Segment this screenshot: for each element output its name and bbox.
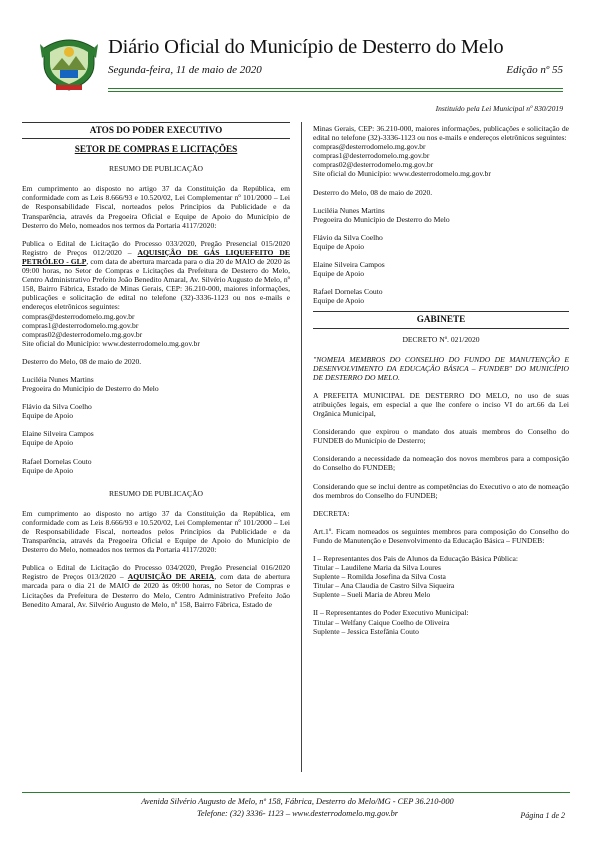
- resumo-para: Em cumprimento ao disposto no artigo 37 da Constituição da República, em conformidade com as Leis 8.666/93 e 10.520/02, Lei Complementar nº 101/2000 – Lei de Responsabilidade Fiscal, norteados pelos Princípios da Publicidade e da Transparência, através da Pregoeira Oficial e Equipe de Apoio do Município de Desterro do Melo, nomeados nos termos da Portaria 4117/2020:: [22, 184, 290, 230]
- member-group: I – Representantes dos Pais de Alunos da Educação Básica Pública: Titular – Laudilene Maria da Silva Loures Suplente – Romilda Josefina da Silva Costa Titular – Ana Claudia de Castro Silva Siqueira Suplente – Sueli Maria de Abreu Melo: [313, 554, 518, 600]
- member-group: II – Representantes do Poder Executivo Municipal: Titular – Welfany Caique Coelho de Oliveira Suplente – Jessica Estefânia Couto: [313, 608, 469, 636]
- instituido-note: Instituído pela Lei Municipal nº 830/2019: [435, 104, 563, 113]
- place-date: Desterro do Melo, 08 de maio de 2020.: [22, 356, 142, 366]
- considerando: Considerando a necessidade da nomeação dos novos membros para a composição do Conselho do FUNDEB;: [313, 454, 569, 473]
- header: [38, 30, 563, 90]
- right-column: [313, 124, 569, 645]
- decreto-preambulo: A PREFEITA MUNICIPAL DE DESTERRO DO MELO, no uso de suas atribuições legais, em especial a que lhe confere o inciso VI do art.66 da Lei Orgânica Municipal,: [313, 390, 569, 419]
- header-subline: [108, 64, 563, 82]
- site-link[interactable]: Site oficial do Município: www.desterrodomelo.mg.gov.br: [22, 338, 200, 348]
- column-divider: [301, 122, 302, 772]
- signature-block: Flávio da Silva Coelho Equipe de Apoio: [313, 232, 383, 251]
- email-link[interactable]: compras1@desterrodomelo.mg.gov.br: [22, 320, 139, 330]
- footer-address: Avenida Silvério Augusto de Melo, nº 158, Fábrica, Desterro do Melo/MG - CEP 36.210-000: [141, 797, 454, 806]
- edition-number: Edição nº 55: [506, 64, 563, 76]
- place-date: Desterro do Melo, 08 de maio de 2020.: [313, 187, 433, 197]
- issue-date: Segunda-feira, 11 de maio de 2020: [108, 64, 262, 76]
- resumo-para: Em cumprimento ao disposto no artigo 37 da Constituição da República, em conformidade com as Leis 8.666/93 e 10.520/02, Lei Complementar nº 101/2000 – Lei de Responsabilidade Fiscal, norteados pelos Princípios da Publicidade e da Transparência, através da Pregoeira Oficial e Equipe de Apoio do Município de Desterro do Melo, nomeados nos termos da Portaria 4117/2020:: [22, 508, 290, 555]
- header-divider-thin: [108, 91, 563, 92]
- page-number: Página 1 de 2: [520, 811, 565, 820]
- subsection-title: SETOR DE COMPRAS E LICITAÇÕES: [74, 144, 238, 155]
- decreto-title: DECRETO Nº. 021/2020: [402, 334, 480, 344]
- resumo-edital: Publica o Edital de Licitação do Processo 034/2020, Pregão Presencial 016/2020 Registro de Preços 013/2020 – AQUISIÇÃO DE AREIA, com data de abertura marcada para o dia 21 de MAIO de 2020 às 09:00 horas, no Setor de Compras e Licitações da Prefeitura de Desterro do Melo, Centro Administrativo Prefeito João Benedito Amaral, Av. Silvério Augusto de Melo, nº 158, Bairro Fábrica, Estado de: [22, 563, 290, 609]
- decreta-label: DECRETA:: [313, 508, 350, 518]
- signature-block: Luciléia Nunes Martins Pregoeira do Município de Desterro do Melo: [22, 374, 159, 394]
- gabinete-title: GABINETE: [313, 311, 569, 328]
- signature-block: Elaine Silveira Campos Equipe de Apoio: [22, 429, 94, 448]
- decreto-ementa: "NOMEIA MEMBROS DO CONSELHO DO FUNDO DE MANUTENÇÃO E DESENVOLVIMENTO DA EDUCAÇÃO BÁSICA – FUNDEB" DO MUNICÍPIO DE DESTERRO DO MELO.: [313, 354, 569, 382]
- signature-block: Rafael Dornelas Couto Equipe de Apoio: [22, 456, 92, 475]
- signature-block: Flávio da Silva Coelho Equipe de Apoio: [22, 402, 92, 421]
- resumo-edital: Publica o Edital de Licitação do Processo 033/2020, Pregão Presencial 015/2020 Registro de Preços 012/2020 – AQUISIÇÃO DE GÁS LIQUEFEITO DE PETRÓLEO - GLP, com data de abertura marcada para o dia 20 de MAIO de 2020 às 09:00 horas, no Setor de Compras e Licitações da Prefeitura de Desterro do Melo, Centro Administrativo Prefeito João Benedito Amaral, Av. Silvério Augusto de Melo, nº 158, Bairro Fábrica, Estado de Minas Gerais, CEP: 36.210-000, maiores informações, publicações e solicitação de edital no telefone (32)-3336-1123 ou nos e-mails e endereços eletrônicos seguintes: compras@desterrodomelo.mg.gov.br compras1@desterrodomelo.mg.gov.br compras02@desterrodomelo.mg.gov.br Site oficial do Município: www.desterrodomelo.mg.gov.br: [22, 238, 290, 348]
- left-column: [22, 118, 290, 618]
- email-link[interactable]: compras@desterrodomelo.mg.gov.br: [313, 142, 426, 152]
- newspaper-title: Diário Oficial do Município de Desterro do Melo: [108, 36, 504, 58]
- email-link[interactable]: compras02@desterrodomelo.mg.gov.br: [22, 329, 143, 339]
- signature-block: Rafael Dornelas Couto Equipe de Apoio: [313, 287, 383, 306]
- considerando: Considerando que expirou o mandato dos atuais membros do Conselho do FUNDEB do Município de Desterro;: [313, 427, 569, 446]
- email-link[interactable]: compras02@desterrodomelo.mg.gov.br: [313, 160, 434, 170]
- considerando: Considerando que se inclui dentre as competências do Executivo o ato de nomeação dos membros do Conselho do FUNDEB;: [313, 481, 569, 500]
- email-link[interactable]: compras@desterrodomelo.mg.gov.br: [22, 311, 135, 321]
- article-1: Art.1º. Ficam nomeados os seguintes membros para composição do Conselho do Fundo de Manutenção e Desenvolvimento da Educação Básica – FUNDEB:: [313, 526, 569, 545]
- signature-block: Luciléia Nunes Martins Pregoeira do Município de Desterro do Melo: [313, 205, 450, 224]
- resumo-heading: RESUMO DE PUBLICAÇÃO: [108, 164, 204, 174]
- site-link[interactable]: Site oficial do Município: www.desterrodomelo.mg.gov.br: [313, 169, 491, 179]
- resumo-continuation: Minas Gerais, CEP: 36.210-000, maiores informações, publicações e solicitação de edital no telefone (32)-3336-1123 ou nos e-mails e endereços eletrônicos seguintes: compras@desterrodomelo.mg.gov.br compras1@desterrodomelo.mg.gov.br compras02@desterrodomelo.mg.gov.br Site oficial do Município: www.desterrodomelo.mg.gov.br: [313, 124, 569, 179]
- email-link[interactable]: compras1@desterrodomelo.mg.gov.br: [313, 151, 430, 161]
- section-title: ATOS DO PODER EXECUTIVO: [22, 122, 290, 139]
- municipal-seal-icon: [38, 30, 100, 92]
- footer-contact: Telefone: (32) 3336- 1123 – www.desterrodomelo.mg.gov.br: [196, 809, 399, 818]
- header-divider: [108, 88, 563, 89]
- resumo-heading: RESUMO DE PUBLICAÇÃO: [108, 488, 204, 498]
- footer-divider: [22, 792, 570, 793]
- signature-block: Elaine Silveira Campos Equipe de Apoio: [313, 260, 385, 279]
